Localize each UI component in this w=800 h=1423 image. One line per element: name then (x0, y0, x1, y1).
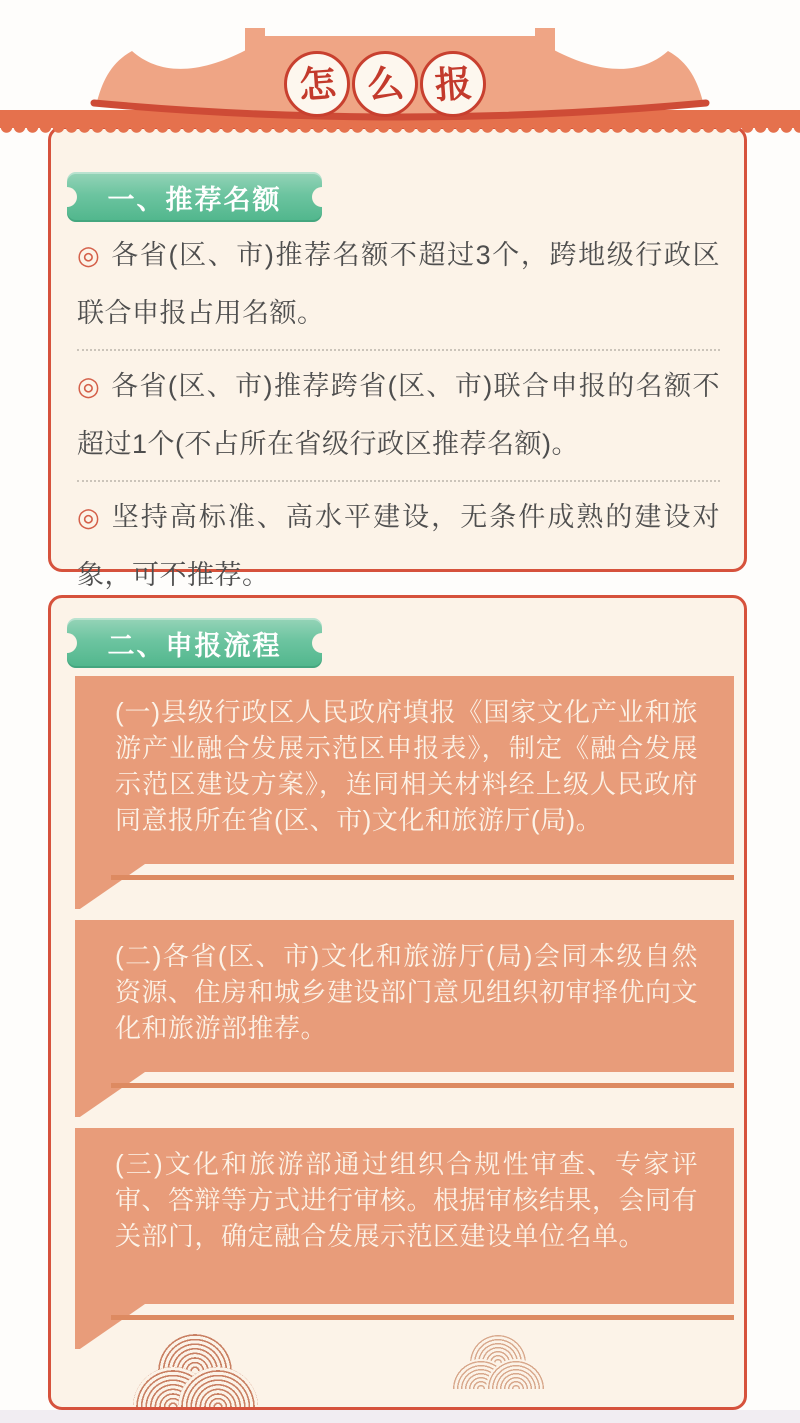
double-circle-bullet-icon: ◎ (77, 240, 102, 270)
tail-line-ornament (111, 1083, 734, 1088)
cloud-dome (158, 1334, 232, 1371)
process-step-1 (75, 676, 734, 910)
process-step-3 (75, 1128, 734, 1350)
step-box: (二)各省(区、市)文化和旅游厅(局)会同本级自然资源、住房和城乡建设部门意见组织初审择优向文化和旅游部推荐。 (75, 920, 734, 1072)
section-quota-title: 一、推荐名额 (107, 184, 282, 215)
step-tail-ornament (75, 864, 734, 910)
list-item (77, 357, 720, 473)
quota-bullet-list (77, 226, 720, 604)
tail-line-ornament (111, 1315, 734, 1320)
step-box: (一)县级行政区人民政府填报《国家文化产业和旅游产业融合发展示范区申报表》，制定《融合发展示范区建设方案》，连同相关材料经上级人民政府同意报所在省(区、市)文化和旅游厅(局)。 (75, 676, 734, 864)
title-circle-1 (284, 51, 350, 117)
bottom-strip (0, 1410, 800, 1423)
section-quota-badge (67, 172, 322, 222)
section-process-panel (48, 595, 747, 1410)
title-char: 么 (364, 60, 405, 107)
double-circle-bullet-icon: ◎ (77, 371, 102, 401)
section-process-title: 二、申报流程 (107, 630, 282, 661)
cloud-ornament-small (451, 1335, 546, 1389)
section-quota-panel (48, 126, 747, 590)
step-tail-ornament (75, 1072, 734, 1118)
tail-wedge-ornament (75, 1072, 145, 1117)
page-title (284, 51, 488, 117)
section-process-badge (67, 618, 322, 668)
process-step-2 (75, 920, 734, 1118)
divider (77, 480, 720, 482)
list-item-text: 各省(区、市)推荐名额不超过3个，跨地级行政区联合申报占用名额。 (77, 240, 721, 328)
title-circle-2 (352, 51, 418, 117)
tail-wedge-ornament (75, 864, 145, 909)
title-circle-3 (420, 51, 486, 117)
double-circle-bullet-icon: ◎ (77, 502, 102, 532)
divider (77, 349, 720, 351)
list-item-text: 各省(区、市)推荐跨省(区、市)联合申报的名额不超过1个(不占所在省级行政区推荐名额)。 (77, 371, 721, 459)
step-box: (三)文化和旅游部通过组织合规性审查、专家评审、答辩等方式进行审核。根据审核结果，会同有关部门，确定融合发展示范区建设单位名单。 (75, 1128, 734, 1304)
title-char: 怎 (296, 60, 337, 107)
title-char: 报 (432, 60, 473, 107)
tail-line-ornament (111, 875, 734, 880)
list-item (77, 226, 720, 342)
cloud-ornament-large (133, 1334, 258, 1407)
list-item (77, 488, 720, 604)
list-item-text: 坚持高标准、高水平建设，无条件成熟的建设对象，可不推荐。 (77, 502, 721, 590)
